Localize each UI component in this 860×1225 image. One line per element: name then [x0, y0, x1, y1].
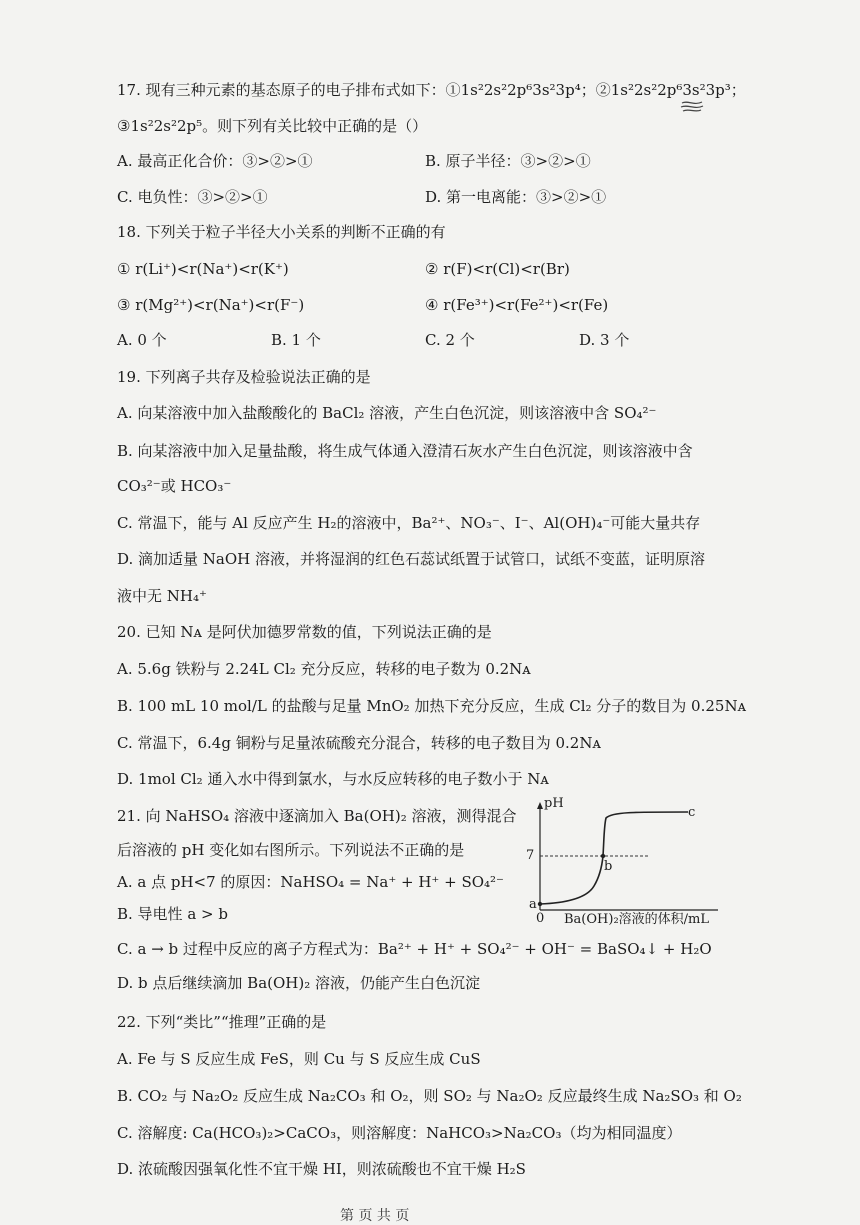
ph-curve	[540, 812, 688, 904]
q21-option-d: D. b 点后继续滴加 Ba(OH)₂ 溶液，仍能产生白色沉淀	[117, 974, 480, 992]
point-a-label: a	[529, 897, 537, 912]
q21-option-a: A. a 点 pH<7 的原因：NaHSO₄ = Na⁺ + H⁺ + SO₄²⁻	[117, 873, 504, 891]
q18-option-a: A. 0 个	[117, 331, 167, 349]
y-axis-arrow	[537, 802, 543, 809]
origin-label: 0	[536, 911, 545, 926]
q18-option-b: B. 1 个	[271, 331, 321, 349]
q17-option-d: D. 第一电离能：③>②>①	[425, 188, 607, 206]
q18-stem: 18. 下列关于粒子半径大小关系的判断不正确的有	[117, 223, 446, 241]
scribble-mark	[680, 100, 704, 114]
q17-option-b: B. 原子半径：③>②>①	[425, 152, 591, 170]
q22-option-c: C. 溶解度: Ca(HCO₃)₂>CaCO₃，则溶解度：NaHCO₃>Na₂CO₃（均为相同温度）	[117, 1124, 682, 1142]
q20-option-d: D. 1mol Cl₂ 通入水中得到氯水，与水反应转移的电子数小于 Nᴀ	[117, 770, 549, 788]
q19-option-d-line1: D. 滴加适量 NaOH 溶液，并将湿润的红色石蕊试纸置于试管口，试纸不变蓝，证明原溶	[117, 550, 706, 568]
q22-option-d: D. 浓硫酸因强氧化性不宜干燥 HI，则浓硫酸也不宜干燥 H₂S	[117, 1160, 526, 1178]
tick-7-label: 7	[526, 848, 535, 863]
point-b-marker	[601, 854, 605, 858]
q21-option-b: B. 导电性 a > b	[117, 905, 228, 923]
q20-stem: 20. 已知 Nᴀ 是阿伏加德罗常数的值，下列说法正确的是	[117, 623, 492, 641]
q22-option-b: B. CO₂ 与 Na₂O₂ 反应生成 Na₂CO₃ 和 O₂，则 SO₂ 与 Na₂O₂ 反应最终生成 Na₂SO₃ 和 O₂	[117, 1087, 742, 1105]
q17-option-c: C. 电负性：③>②>①	[117, 188, 268, 206]
q19-stem: 19. 下列离子共存及检验说法正确的是	[117, 368, 371, 386]
x-axis-label: Ba(OH)₂溶液的体积/mL	[564, 912, 709, 927]
y-axis-label: pH	[544, 796, 564, 811]
q19-option-a: A. 向某溶液中加入盐酸酸化的 BaCl₂ 溶液，产生白色沉淀，则该溶液中含 SO₄²⁻	[117, 404, 657, 422]
point-b-label: b	[604, 859, 613, 874]
q19-option-c: C. 常温下，能与 Al 反应产生 H₂的溶液中，Ba²⁺、NO₃⁻、I⁻、Al(OH)₄⁻可能大量共存	[117, 514, 701, 532]
q22-stem: 22. 下列“类比”“推理”正确的是	[117, 1013, 327, 1031]
q21-stem-line1: 21. 向 NaHSO₄ 溶液中逐滴加入 Ba(OH)₂ 溶液，测得混合	[117, 807, 517, 825]
q18-statement-2: ② r(F)<r(Cl)<r(Br)	[425, 260, 570, 278]
q17-stem-line1: 17. 现有三种元素的基态原子的电子排布式如下：①1s²2s²2p⁶3s²3p⁴；②1s²2s²2p⁶3s²3p³；	[117, 81, 746, 99]
point-c-label: c	[688, 805, 696, 820]
point-a-marker	[538, 902, 542, 906]
q17-stem-line2: ③1s²2s²2p⁵。则下列有关比较中正确的是（）	[117, 117, 428, 135]
q21-option-c: C. a → b 过程中反应的离子方程式为：Ba²⁺ + H⁺ + SO₄²⁻ + OH⁻ = BaSO₄↓ + H₂O	[117, 940, 712, 958]
q19-option-d-line2: 液中无 NH₄⁺	[117, 587, 207, 605]
q18-statement-1: ① r(Li⁺)<r(Na⁺)<r(K⁺)	[117, 260, 289, 278]
q18-option-c: C. 2 个	[425, 331, 475, 349]
q21-stem-line2: 后溶液的 pH 变化如右图所示。下列说法不正确的是	[117, 841, 465, 859]
ph-titration-graph	[522, 796, 722, 930]
q19-option-b-line2: CO₃²⁻或 HCO₃⁻	[117, 477, 232, 495]
q18-statement-4: ④ r(Fe³⁺)<r(Fe²⁺)<r(Fe)	[425, 296, 609, 314]
q20-option-c: C. 常温下，6.4g 铜粉与足量浓硫酸充分混合，转移的电子数目为 0.2Nᴀ	[117, 734, 601, 752]
q19-option-b-line1: B. 向某溶液中加入足量盐酸，将生成气体通入澄清石灰水产生白色沉淀，则该溶液中含	[117, 442, 693, 460]
q18-statement-3: ③ r(Mg²⁺)<r(Na⁺)<r(F⁻)	[117, 296, 305, 314]
q18-option-d: D. 3 个	[579, 331, 630, 349]
q20-option-b: B. 100 mL 10 mol/L 的盐酸与足量 MnO₂ 加热下充分反应，生成 Cl₂ 分子的数目为 0.25Nᴀ	[117, 697, 747, 715]
q20-option-a: A. 5.6g 铁粉与 2.24L Cl₂ 充分反应，转移的电子数为 0.2Nᴀ	[117, 660, 531, 678]
q22-option-a: A. Fe 与 S 反应生成 FeS，则 Cu 与 S 反应生成 CuS	[117, 1050, 481, 1068]
q17-option-a: A. 最高正化合价：③>②>①	[117, 152, 313, 170]
page-footer: 第 页 共 页	[340, 1208, 410, 1224]
